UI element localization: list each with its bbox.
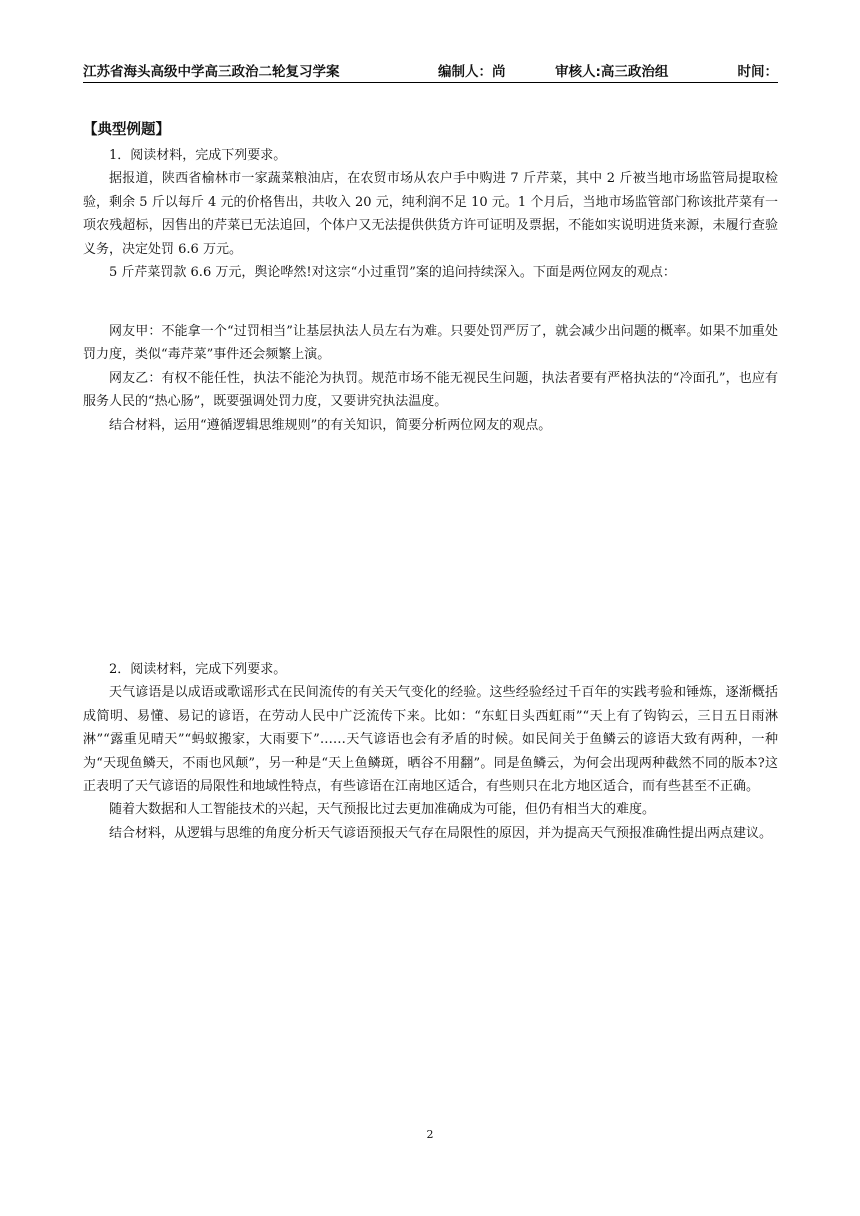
netizen-b-view: 网友乙：有权不能任性，执法不能沦为执罚。规范市场不能无视民生问题，执法者要有严格执法的“冷面孔”，也应有服务人民的“热心肠”，既要强调处罚力度，又要讲究执法温度。 [83, 370, 778, 410]
section-title: 【典型例题】 [83, 122, 170, 138]
page-header [83, 62, 778, 83]
question-1 [83, 144, 778, 284]
header-title: 江苏省海头高级中学高三政治二轮复习学案 [83, 64, 340, 80]
question-1-task: 结合材料，运用“遵循逻辑思维规则”的有关知识，简要分析两位网友的观点。 [109, 417, 552, 433]
question-2 [83, 658, 778, 845]
page-number: 2 [426, 1128, 434, 1141]
header-editor: 编制人：尚 [438, 64, 506, 80]
question-1-prompt: 1．阅读材料，完成下列要求。 [109, 148, 287, 163]
question-2-task: 结合材料，从逻辑与思维的角度分析天气谚语预报天气存在局限性的原因，并为提高天气预报准确性提出两点建议。 [109, 825, 773, 841]
question-1-paragraph-2: 5 斤芹菜罚款 6.6 万元，舆论哗然!对这宗“小过重罚”案的追问持续深入。下面是两位网友的观点： [109, 265, 676, 281]
netizen-a-view: 网友甲：不能拿一个“过罚相当”让基层执法人员左右为难。只要处罚严厉了，就会减少出问题的概率。如果不加重处罚力度，类似“毒芹菜”事件还会频繁上演。 [83, 324, 778, 363]
header-reviewer: 审核人:高三政治组 [555, 64, 669, 80]
question-2-prompt: 2．阅读材料，完成下列要求。 [109, 662, 287, 677]
question-2-paragraph-2: 随着大数据和人工智能技术的兴起，天气预报比过去更加准确成为可能，但仍有相当大的难度。 [109, 802, 656, 818]
question-1-paragraph-1: 据报道，陕西省榆林市一家蔬菜粮油店，在农贸市场从农户手中购进 7 斤芹菜，其中 2 斤被当地市场监管局提取检验，剩余 5 斤以每斤 4 元的价格售出，共收入 20 元，纯利润不足 10 元。1 个月后，当地市场监管部门称该批芹菜有一项农残超标，因售出的芹菜已无法追回，个体户又无法提供供货方许可证明及票据，不能如实说明进货来源，未履行查验义务，决定处罚 6.6 万元。 [83, 171, 778, 257]
header-time: 时间： [737, 64, 778, 80]
question-1-views [83, 320, 778, 437]
question-2-paragraph-1: 天气谚语是以成语或歌谣形式在民间流传的有关天气变化的经验。这些经验经过千百年的实践考验和锤炼，逐渐概括成简明、易懂、易记的谚语，在劳动人民中广泛流传下来。比如：“东虹日头西虹雨”“天上有了钩钩云，三日五日雨淋淋”“露重见晴天”“蚂蚁搬家，大雨要下”……天气谚语也会有矛盾的时候。如民间关于鱼鳞云的谚语大致有两种，一种为“天现鱼鳞天，不雨也风颠”，另一种是“天上鱼鳞斑，晒谷不用翻”。同是鱼鳞云，为何会出现两种截然不同的版本?这正表明了天气谚语的局限性和地域性特点，有些谚语在江南地区适合，有些则只在北方地区适合，而有些甚至不正确。 [83, 685, 778, 795]
